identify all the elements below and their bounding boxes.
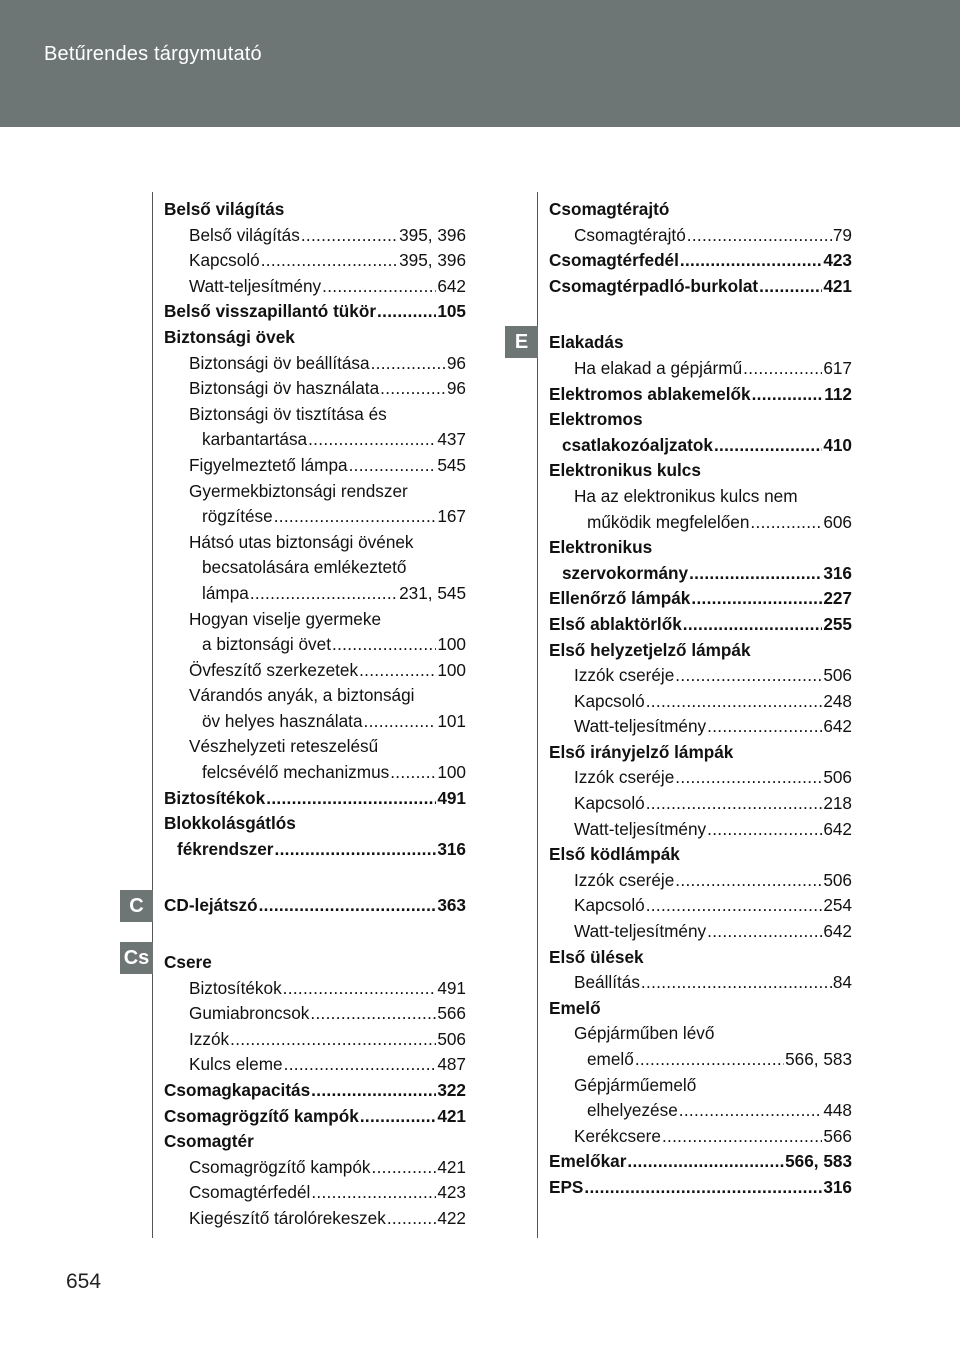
dot-leader [752, 382, 824, 408]
entry-label: becsatolására emlékeztető [202, 557, 407, 578]
entry-page-ref: 642 [823, 818, 852, 839]
dot-leader [311, 1078, 436, 1104]
entry-page-ref: 487 [437, 1054, 466, 1075]
entry-page-ref: 422 [437, 1207, 466, 1228]
dot-leader [707, 714, 822, 740]
dot-leader [261, 248, 398, 274]
entry-label: EPS [549, 1176, 584, 1197]
entry-page-ref: 566 [437, 1003, 466, 1024]
entry-label: lámpa [202, 582, 249, 603]
entry-label: Csomagtérfedél [189, 1182, 311, 1203]
entry-label: Elektromos ablakemelők [549, 383, 751, 404]
dot-leader [371, 351, 446, 377]
index-main-entry [549, 842, 852, 868]
entry-label: Elektronikus [549, 537, 653, 558]
dot-leader [250, 581, 398, 607]
entry-label: Első ablaktörlők [549, 613, 682, 634]
dot-leader [750, 510, 822, 536]
entry-label: Övfeszítő szerkezetek [189, 659, 359, 680]
index-main-entry [549, 458, 852, 484]
index-sub-entry [164, 479, 466, 505]
entry-label: karbantartása [202, 429, 308, 450]
entry-page-ref: 316 [437, 838, 466, 859]
dot-leader [679, 1098, 823, 1124]
entry-label: Gyermekbiztonsági rendszer [189, 480, 408, 501]
entry-label: Emelő [549, 997, 601, 1018]
dot-leader [635, 1047, 784, 1073]
index-main-entry [164, 893, 466, 919]
index-column-right [549, 197, 852, 1201]
dot-leader [390, 760, 436, 786]
entry-page-ref: 410 [823, 434, 852, 455]
index-sub-entry [164, 709, 466, 735]
entry-label: Elektronikus kulcs [549, 460, 701, 481]
entry-label: Kapcsoló [574, 793, 645, 814]
entry-page-ref: 566, 583 [785, 1151, 852, 1172]
entry-page-ref: 112 [824, 383, 852, 404]
dot-leader [359, 658, 436, 684]
entry-label: Kapcsoló [574, 895, 645, 916]
entry-label: felcsévélő mechanizmus [202, 762, 390, 783]
entry-label: Kerékcsere [574, 1125, 661, 1146]
dot-leader [707, 817, 822, 843]
entry-page-ref: 363 [437, 895, 466, 916]
letter-group-gap [164, 919, 466, 950]
entry-page-ref: 642 [823, 921, 852, 942]
entry-label: Biztonsági öv beállítása [189, 352, 370, 373]
index-sub-entry [164, 1180, 466, 1206]
index-column-left [164, 197, 466, 1232]
index-sub-entry [549, 817, 852, 843]
index-sub-entry [549, 919, 852, 945]
index-main-entry [549, 330, 852, 356]
entry-label: Watt-teljesítmény [574, 921, 707, 942]
index-sub-entry [549, 893, 852, 919]
entry-label: Elektromos [549, 409, 643, 430]
entry-page-ref: 105 [437, 301, 466, 322]
index-sub-entry [549, 791, 852, 817]
entry-page-ref: 231, 545 [399, 582, 466, 603]
entry-label: Elakadás [549, 332, 624, 353]
index-sub-entry [164, 683, 466, 709]
dot-leader [675, 765, 822, 791]
entry-label: Kiegészítő tárolórekeszek [189, 1207, 386, 1228]
entry-page-ref: 96 [446, 352, 466, 373]
index-sub-entry [164, 530, 466, 556]
entry-label: Első ködlámpák [549, 844, 680, 865]
index-sub-entry [549, 356, 852, 382]
entry-page-ref: 448 [823, 1100, 852, 1121]
entry-label: Gépjárműemelő [574, 1074, 697, 1095]
entry-page-ref: 227 [823, 588, 852, 609]
dot-leader [714, 433, 822, 459]
index-main-entry [164, 1129, 466, 1155]
index-sub-entry [549, 714, 852, 740]
index-sub-entry [164, 1027, 466, 1053]
index-sub-entry [164, 376, 466, 402]
dot-leader [380, 376, 446, 402]
entry-page-ref: 248 [823, 690, 852, 711]
dot-leader [687, 223, 832, 249]
entry-label: Belső világítás [164, 199, 285, 219]
dot-leader [332, 632, 436, 658]
entry-label: Biztonsági öv használata [189, 378, 380, 399]
dot-leader [691, 586, 822, 612]
index-sub-entry [549, 765, 852, 791]
entry-label: Belső visszapillantó tükör [164, 301, 377, 322]
dot-leader [707, 919, 822, 945]
entry-label: rögzítése [202, 506, 273, 527]
index-main-entry [164, 950, 466, 976]
index-main-entry [549, 197, 852, 223]
entry-page-ref: 421 [437, 1156, 466, 1177]
index-sub-entry [164, 760, 466, 786]
index-sub-entry [549, 1124, 852, 1150]
entry-label: Gumiabroncsok [189, 1003, 310, 1024]
entry-label: Ellenőrző lámpák [549, 588, 691, 609]
entry-page-ref: 642 [823, 716, 852, 737]
entry-label: Watt-teljesítmény [574, 716, 707, 737]
index-main-entry [164, 1104, 466, 1130]
index-main-entry [549, 945, 852, 971]
entry-page-ref: 506 [437, 1028, 466, 1049]
entry-label: Gépjárműben lévő [574, 1023, 715, 1044]
entry-label: Várandós anyák, a biztonsági [189, 685, 415, 706]
entry-label: Watt-teljesítmény [574, 818, 707, 839]
entry-label: elhelyezése [587, 1100, 678, 1121]
dot-leader [284, 1052, 437, 1078]
index-main-entry [549, 996, 852, 1022]
index-sub-entry [164, 1206, 466, 1232]
dot-leader [689, 561, 822, 587]
index-main-entry [549, 612, 852, 638]
dot-leader [680, 248, 822, 274]
entry-page-ref: 421 [823, 275, 852, 296]
dot-leader [301, 223, 398, 249]
index-sub-entry [164, 1001, 466, 1027]
index-main-entry [549, 586, 852, 612]
entry-label: Figyelmeztető lámpa [189, 454, 348, 475]
entry-page-ref: 566 [823, 1125, 852, 1146]
section-tab-cs: Cs [120, 942, 153, 974]
index-sub-entry [549, 1098, 852, 1124]
dot-leader [627, 1149, 784, 1175]
dot-leader [646, 689, 823, 715]
entry-page-ref: 255 [823, 613, 852, 634]
entry-label: Emelőkar [549, 1151, 627, 1172]
entry-page-ref: 606 [823, 511, 852, 532]
index-sub-entry [549, 1021, 852, 1047]
index-main-entry [549, 382, 852, 408]
entry-label: fékrendszer [177, 838, 274, 859]
entry-page-ref: 506 [823, 665, 852, 686]
index-sub-entry [549, 484, 852, 510]
dot-leader [675, 868, 822, 894]
entry-page-ref: 566, 583 [785, 1049, 852, 1069]
entry-label: csatlakozóaljzatok [562, 434, 713, 455]
index-sub-entry [164, 248, 466, 274]
letter-group-gap [164, 862, 466, 893]
entry-label: Izzók cseréje [574, 767, 675, 788]
index-sub-entry [549, 1073, 852, 1099]
section-tab-e: E [505, 326, 538, 358]
entry-label: Izzók [189, 1028, 230, 1049]
entry-label: Hogyan viselje gyermeke [189, 608, 382, 629]
entry-label: Csere [164, 952, 212, 973]
entry-label: Belső világítás [189, 224, 300, 245]
index-main-entry [164, 837, 466, 863]
dot-leader [283, 976, 437, 1002]
index-main-entry [549, 1149, 852, 1175]
entry-label: Első helyzetjelző lámpák [549, 639, 751, 660]
dot-leader [683, 612, 823, 638]
entry-page-ref: 96 [446, 378, 466, 399]
entry-label: Hátsó utas biztonsági övének [189, 531, 414, 552]
index-sub-entry [164, 607, 466, 633]
entry-label: Kapcsoló [574, 690, 645, 711]
dot-leader [349, 453, 437, 479]
entry-page-ref: 421 [437, 1105, 466, 1126]
entry-label: Kulcs eleme [189, 1054, 283, 1075]
entry-label: Ha elakad a gépjármű [574, 357, 743, 378]
entry-label: Első ülések [549, 946, 644, 967]
index-sub-entry [549, 510, 852, 536]
dot-leader [275, 837, 437, 863]
entry-page-ref: 84 [832, 972, 852, 993]
index-sub-entry [549, 868, 852, 894]
entry-label: CD-lejátszó [164, 895, 258, 916]
entry-label: Biztonsági öv tisztítása és [189, 403, 387, 424]
index-main-entry [164, 299, 466, 325]
index-main-entry [549, 248, 852, 274]
entry-page-ref: 545 [437, 454, 466, 475]
index-main-entry [164, 786, 466, 812]
index-sub-entry [164, 1155, 466, 1181]
entry-page-ref: 491 [437, 787, 466, 808]
entry-page-ref: 423 [823, 250, 852, 271]
dot-leader [675, 663, 822, 689]
dot-leader [310, 1001, 436, 1027]
entry-page-ref: 218 [823, 793, 852, 814]
index-main-entry [164, 811, 466, 837]
entry-page-ref: 101 [437, 710, 466, 731]
dot-leader [308, 427, 436, 453]
dot-leader [360, 1104, 436, 1130]
entry-page-ref: 316 [823, 1176, 852, 1197]
page-header [0, 0, 960, 127]
entry-label: Biztonsági övek [164, 326, 295, 347]
index-sub-entry [549, 689, 852, 715]
entry-label: a biztonsági övet [202, 634, 331, 655]
letter-group-gap [549, 299, 852, 330]
left-column-divider [152, 192, 153, 1238]
index-sub-entry [164, 223, 466, 249]
index-main-entry [549, 433, 852, 459]
dot-leader [311, 1180, 436, 1206]
index-sub-entry [164, 504, 466, 530]
index-sub-entry [164, 274, 466, 300]
dot-leader [646, 893, 823, 919]
entry-label: Csomagtérpadló-burkolat [549, 275, 759, 296]
index-main-entry [164, 325, 466, 351]
section-tab-c: C [120, 890, 153, 922]
entry-label: Csomagrögzítő kampók [189, 1156, 371, 1177]
index-main-entry [164, 1078, 466, 1104]
dot-leader [641, 970, 832, 996]
index-sub-entry [549, 663, 852, 689]
dot-leader [387, 1206, 437, 1232]
index-main-entry [164, 197, 466, 223]
index-sub-entry [164, 555, 466, 581]
index-main-entry [549, 1175, 852, 1201]
entry-page-ref: 316 [823, 562, 852, 583]
entry-page-ref: 642 [437, 275, 466, 296]
index-sub-entry [164, 734, 466, 760]
index-main-entry [549, 535, 852, 561]
entry-label: Csomagkapacitás [164, 1080, 311, 1100]
index-sub-entry [164, 351, 466, 377]
entry-label: működik megfelelően [587, 511, 750, 532]
dot-leader [322, 274, 436, 300]
entry-label: Vészhelyzeti reteszelésű [189, 736, 379, 757]
dot-leader [364, 709, 437, 735]
entry-label: Első irányjelző lámpák [549, 741, 734, 762]
index-sub-entry [164, 581, 466, 607]
entry-page-ref: 100 [437, 634, 466, 655]
index-sub-entry [549, 1047, 852, 1073]
entry-label: Kapcsoló [189, 250, 260, 271]
entry-page-ref: 100 [437, 659, 466, 680]
entry-page-ref: 423 [437, 1182, 466, 1203]
entry-page-ref: 395, 396 [399, 224, 466, 245]
entry-page-ref: 395, 396 [399, 250, 466, 271]
page-number: 654 [66, 1270, 102, 1293]
index-sub-entry [164, 402, 466, 428]
entry-label: Watt-teljesítmény [189, 275, 322, 296]
index-main-entry [549, 561, 852, 587]
entry-label: Izzók cseréje [574, 665, 675, 686]
entry-label: szervokormány [562, 562, 689, 583]
entry-page-ref: 491 [437, 977, 466, 998]
index-sub-entry [164, 1052, 466, 1078]
header-title: Betűrendes tárgymutató [44, 43, 262, 65]
dot-leader [584, 1175, 822, 1201]
dot-leader [266, 786, 436, 812]
entry-label: Csomagrögzítő kampók [164, 1105, 359, 1126]
entry-label: Beállítás [574, 972, 640, 993]
entry-page-ref: 254 [823, 895, 852, 916]
dot-leader [377, 299, 436, 325]
index-sub-entry [164, 976, 466, 1002]
entry-label: Csomagtér [164, 1131, 254, 1152]
index-main-entry [549, 740, 852, 766]
entry-page-ref: 506 [823, 869, 852, 890]
dot-leader [274, 504, 437, 530]
dot-leader [646, 791, 823, 817]
entry-label: Csomagtérajtó [549, 199, 670, 219]
entry-label: Csomagtérfedél [549, 250, 679, 271]
entry-page-ref: 322 [437, 1080, 466, 1100]
index-main-entry [549, 407, 852, 433]
entry-label: Izzók cseréje [574, 869, 675, 890]
entry-label: emelő [587, 1049, 634, 1069]
index-main-entry [549, 638, 852, 664]
dot-leader [230, 1027, 436, 1053]
entry-page-ref: 617 [823, 357, 852, 378]
dot-leader [662, 1124, 822, 1150]
entry-page-ref: 437 [437, 429, 466, 450]
entry-label: Blokkolásgátlós [164, 813, 296, 834]
entry-page-ref: 506 [823, 767, 852, 788]
dot-leader [743, 356, 822, 382]
entry-label: Biztosítékok [164, 787, 266, 808]
entry-label: Biztosítékok [189, 977, 282, 998]
index-sub-entry [164, 453, 466, 479]
index-sub-entry [164, 658, 466, 684]
entry-label: Csomagtérajtó [574, 224, 686, 245]
entry-page-ref: 100 [437, 762, 466, 783]
dot-leader [759, 274, 822, 300]
index-sub-entry [164, 632, 466, 658]
index-main-entry [549, 274, 852, 300]
dot-leader [372, 1155, 437, 1181]
index-sub-entry [549, 223, 852, 249]
entry-label: öv helyes használata [202, 710, 363, 731]
index-sub-entry [164, 427, 466, 453]
entry-page-ref: 79 [832, 224, 852, 245]
entry-label: Ha az elektronikus kulcs nem [574, 485, 798, 506]
dot-leader [259, 893, 437, 919]
index-sub-entry [549, 970, 852, 996]
entry-page-ref: 167 [437, 506, 466, 527]
